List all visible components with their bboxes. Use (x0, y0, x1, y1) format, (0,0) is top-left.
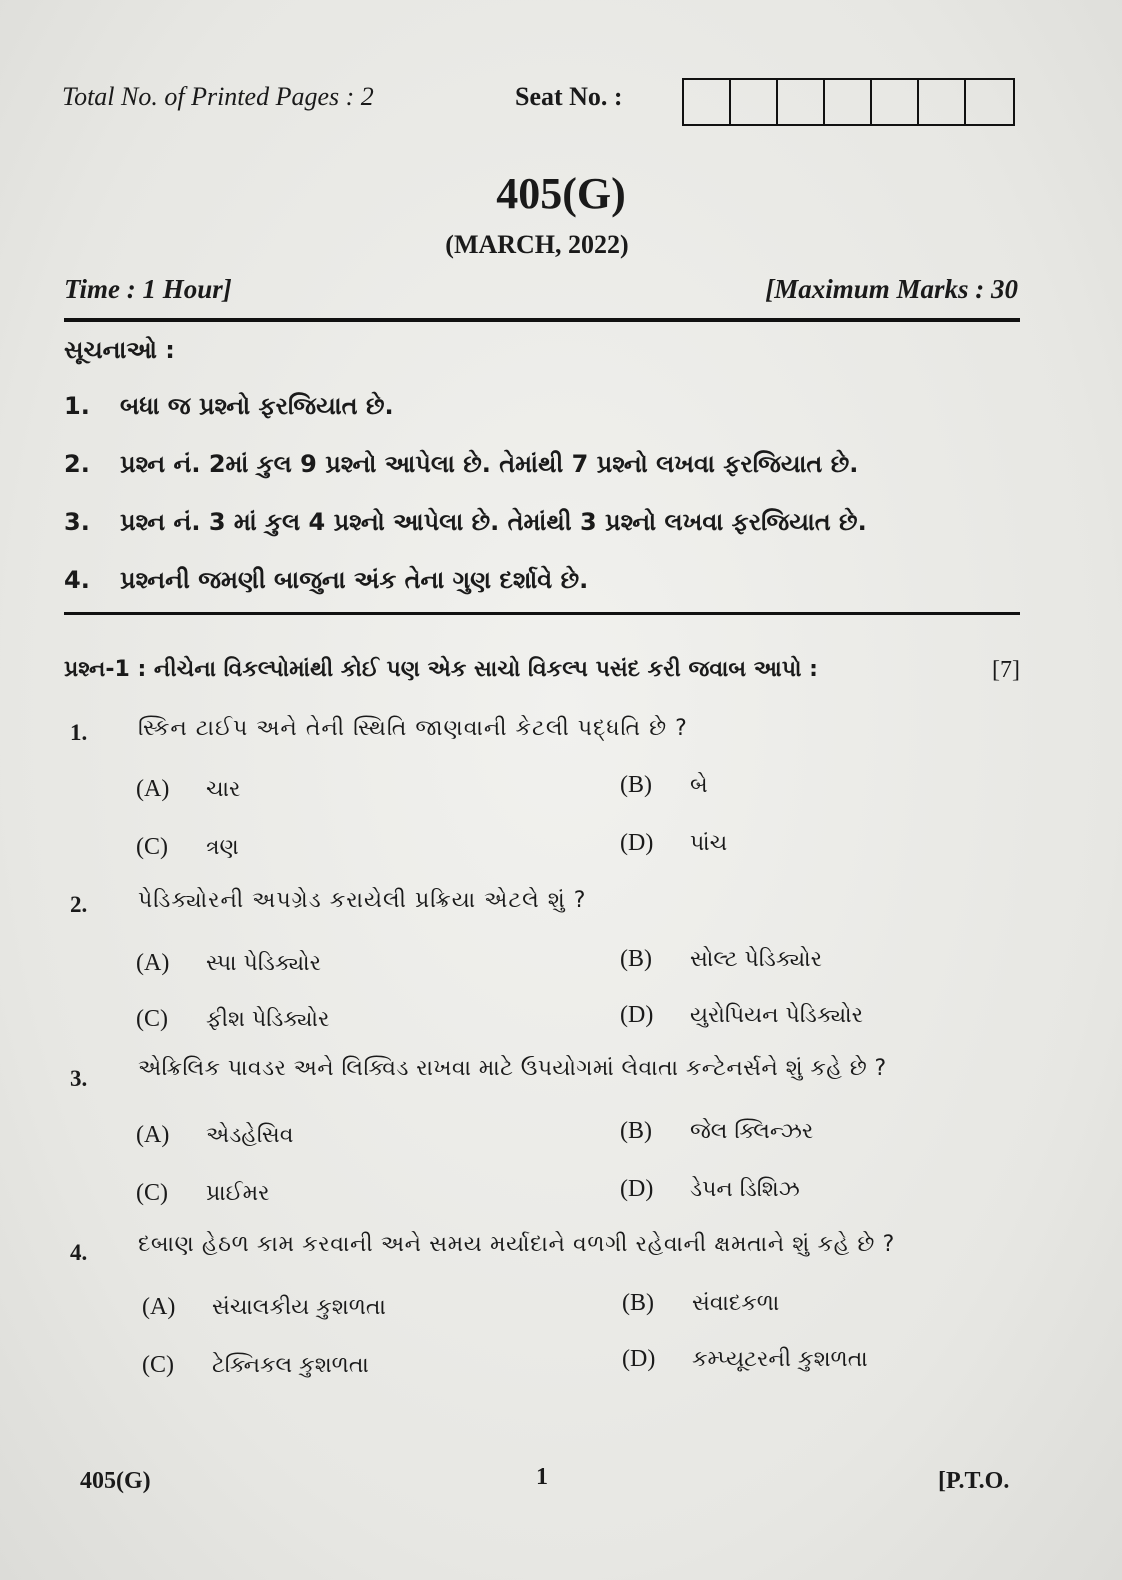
option-label: (C) (136, 1180, 168, 1206)
option-label: (C) (142, 1352, 174, 1378)
question-text: દબાણ હેઠળ કામ કરવાની અને સમય મર્યાદાને વળગી રહેવાની ક્ષમતાને શું કહે છે ? (138, 1232, 895, 1257)
seat-number-boxes[interactable] (682, 78, 1015, 126)
option-d (622, 1346, 868, 1373)
option-a (136, 776, 240, 803)
option-a (136, 1122, 293, 1149)
time-duration: Time : 1 Hour] (64, 274, 232, 304)
option-d (620, 830, 727, 857)
section-marks: [7] (992, 657, 1020, 683)
question-number: 2. (70, 892, 88, 917)
option-label: (D) (620, 1002, 654, 1028)
paper-code: 405(G) (496, 169, 626, 218)
instruction-item (64, 508, 867, 536)
option-d (620, 1002, 863, 1029)
option-d (620, 1176, 800, 1203)
option-text: સંવાદકળા (692, 1291, 780, 1316)
option-text: સ્પા પેડિક્યોર (206, 951, 321, 976)
option-label: (B) (620, 1118, 652, 1144)
option-c (136, 1006, 329, 1033)
seat-box[interactable] (778, 80, 825, 124)
option-text: બે (690, 773, 708, 798)
instruction-item (64, 392, 394, 420)
option-label: (A) (142, 1294, 176, 1320)
option-b (620, 946, 822, 973)
instruction-number: 4. (64, 566, 90, 594)
option-label: (D) (620, 1176, 654, 1202)
instruction-number: 3. (64, 508, 90, 536)
option-text: પ્રાઈમર (206, 1181, 270, 1206)
instruction-number: 2. (64, 450, 90, 478)
question-text: એક્રિલિક પાવડર અને લિક્વિડ રાખવા માટે ઉપયોગમાં લેવાતા કન્ટેનર્સને શું કહે છે ? (138, 1056, 887, 1081)
instruction-text: પ્રશ્ન નં. 2માં કુલ 9 પ્રશ્નો આપેલા છે. તેમાંથી 7 પ્રશ્નો લખવા ફરજિયાત છે. (120, 450, 859, 478)
seat-box[interactable] (966, 80, 1013, 124)
option-label: (B) (620, 772, 652, 798)
option-label: (A) (136, 776, 170, 802)
option-c (136, 1180, 270, 1207)
question-text: સ્કિન ટાઈપ અને તેની સ્થિતિ જાણવાની કેટલી પદ્ધતિ છે ? (138, 716, 688, 741)
seat-box[interactable] (731, 80, 778, 124)
option-label: (A) (136, 1122, 170, 1148)
option-label: (C) (136, 834, 168, 860)
option-c (142, 1352, 369, 1379)
seat-box[interactable] (825, 80, 872, 124)
question-number: 4. (70, 1240, 88, 1265)
instruction-text: પ્રશ્ન નં. 3 માં કુલ 4 પ્રશ્નો આપેલા છે. તેમાંથી 3 પ્રશ્નો લખવા ફરજિયાત છે. (120, 508, 867, 536)
seat-box[interactable] (684, 80, 731, 124)
maximum-marks: [Maximum Marks : 30 (765, 274, 1018, 304)
please-turn-over: [P.T.O. (938, 1468, 1010, 1494)
option-label: (C) (136, 1006, 168, 1032)
option-text: ડેપન ડિશિઝ (690, 1177, 800, 1202)
option-label: (A) (136, 950, 170, 976)
option-label: (D) (620, 830, 654, 856)
seat-box[interactable] (919, 80, 966, 124)
option-text: ટેક્નિકલ કુશળતા (212, 1353, 369, 1378)
option-b (620, 1118, 813, 1145)
option-c (136, 834, 239, 861)
page-number: 1 (536, 1464, 548, 1490)
option-text: એડહેસિવ (206, 1123, 294, 1148)
option-text: કમ્પ્યૂટરની કુશળતા (692, 1347, 868, 1372)
option-label: (D) (622, 1346, 656, 1372)
instruction-number: 1. (64, 392, 90, 420)
option-b (622, 1290, 779, 1317)
question-text: પેડિક્યોરની અપગ્રેડ કરાયેલી પ્રક્રિયા એટલે શું ? (138, 888, 587, 913)
option-a (142, 1294, 386, 1321)
option-text: સંચાલકીય કુશળતા (212, 1295, 386, 1320)
instruction-text: પ્રશ્નની જમણી બાજુના અંક તેના ગુણ દર્શાવે છે. (120, 566, 589, 594)
question-number: 3. (70, 1066, 88, 1091)
option-text: ચાર (206, 777, 241, 802)
option-text: જેલ ક્લિન્ઝર (690, 1119, 814, 1144)
option-text: ફીશ પેડિક્યોર (206, 1007, 330, 1032)
option-text: પાંચ (690, 831, 728, 856)
option-text: યુરોપિયન પેડિક્યોર (690, 1003, 863, 1028)
seat-box[interactable] (872, 80, 919, 124)
divider (64, 318, 1020, 322)
seat-number-label: Seat No. : (515, 82, 623, 111)
option-a (136, 950, 321, 977)
total-pages-text: Total No. of Printed Pages : 2 (62, 82, 374, 111)
option-label: (B) (622, 1290, 654, 1316)
divider (64, 612, 1020, 615)
instruction-item (64, 566, 588, 594)
instruction-item (64, 450, 858, 478)
option-text: ત્રણ (206, 835, 239, 860)
option-b (620, 772, 708, 799)
section-heading: પ્રશ્ન-1 : નીચેના વિકલ્પોમાંથી કોઈ પણ એક સાચો વિકલ્પ પસંદ કરી જવાબ આપો : (64, 657, 818, 682)
option-label: (B) (620, 946, 652, 972)
instruction-text: બધા જ પ્રશ્નો ફરજિયાત છે. (120, 392, 394, 420)
instructions-heading: સૂચનાઓ : (64, 336, 175, 364)
option-text: સોલ્ટ પેડિક્યોર (690, 947, 822, 972)
exam-session: (MARCH, 2022) (445, 230, 629, 259)
question-number: 1. (70, 720, 88, 745)
footer-paper-code: 405(G) (80, 1468, 151, 1494)
